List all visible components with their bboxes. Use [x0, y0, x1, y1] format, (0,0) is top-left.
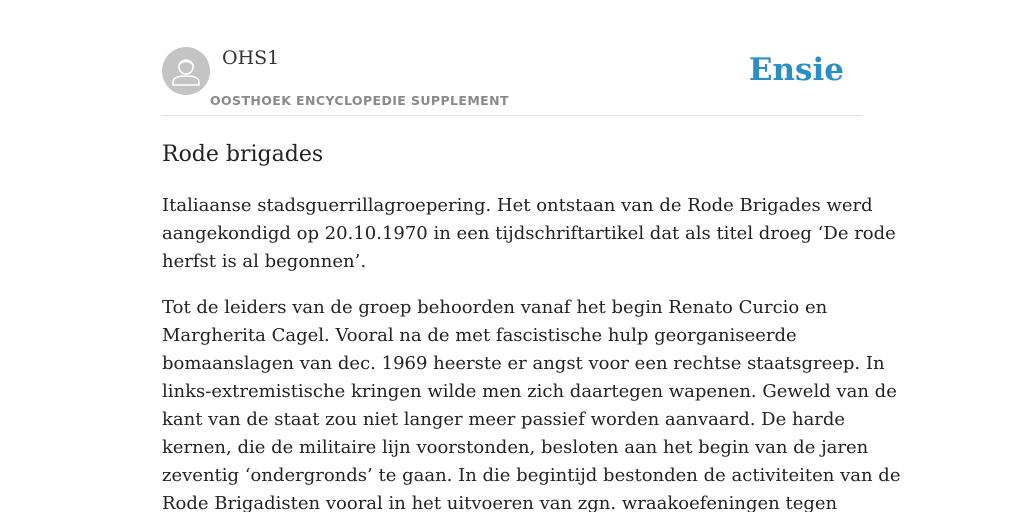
avatar[interactable] — [162, 47, 210, 95]
paragraph-line: kernen, die de militaire lijn voorstonden, besloten aan het begin van de jaren — [162, 437, 869, 458]
paragraph-line: Rode Brigadisten vooral in het uitvoeren van zgn. wraakoefeningen tegen — [162, 493, 838, 512]
paragraph-line: aangekondigd op 20.10.1970 in een tijdschriftartikel dat als titel droeg ‘De rode — [162, 223, 896, 244]
article-paragraph — [162, 294, 901, 512]
paragraph-line: links-extremistische kringen wilde men zich daartegen wapenen. Geweld van de — [162, 381, 897, 402]
author-name[interactable]: OHS1 — [222, 47, 280, 69]
article-body — [162, 192, 901, 512]
header — [162, 0, 862, 116]
paragraph-line: Margherita Cagel. Vooral na de met fascistische hulp georganiseerde — [162, 325, 797, 346]
user-avatar-icon — [162, 47, 210, 95]
source-label: OOSTHOEK ENCYCLOPEDIE SUPPLEMENT — [210, 93, 509, 108]
article-paragraph — [162, 192, 896, 276]
paragraph-line: bomaanslagen van dec. 1969 heerste er angst voor een rechtse staatsgreep. In — [162, 353, 885, 374]
paragraph-line: kant van de staat zou niet langer meer passief worden aanvaard. De harde — [162, 409, 846, 430]
article-title: Rode brigades — [162, 142, 324, 167]
paragraph-line: Tot de leiders van de groep behoorden vanaf het begin Renato Curcio en — [162, 297, 828, 318]
paragraph-line: zeventig ‘ondergronds’ te gaan. In die begintijd bestonden de activiteiten van de — [162, 465, 901, 486]
brand-logo[interactable]: Ensie — [748, 52, 844, 88]
paragraph-line: herfst is al begonnen’. — [162, 251, 367, 272]
paragraph-line: Italiaanse stadsguerrillagroepering. Het ontstaan van de Rode Brigades werd — [162, 195, 873, 216]
article — [162, 138, 901, 512]
